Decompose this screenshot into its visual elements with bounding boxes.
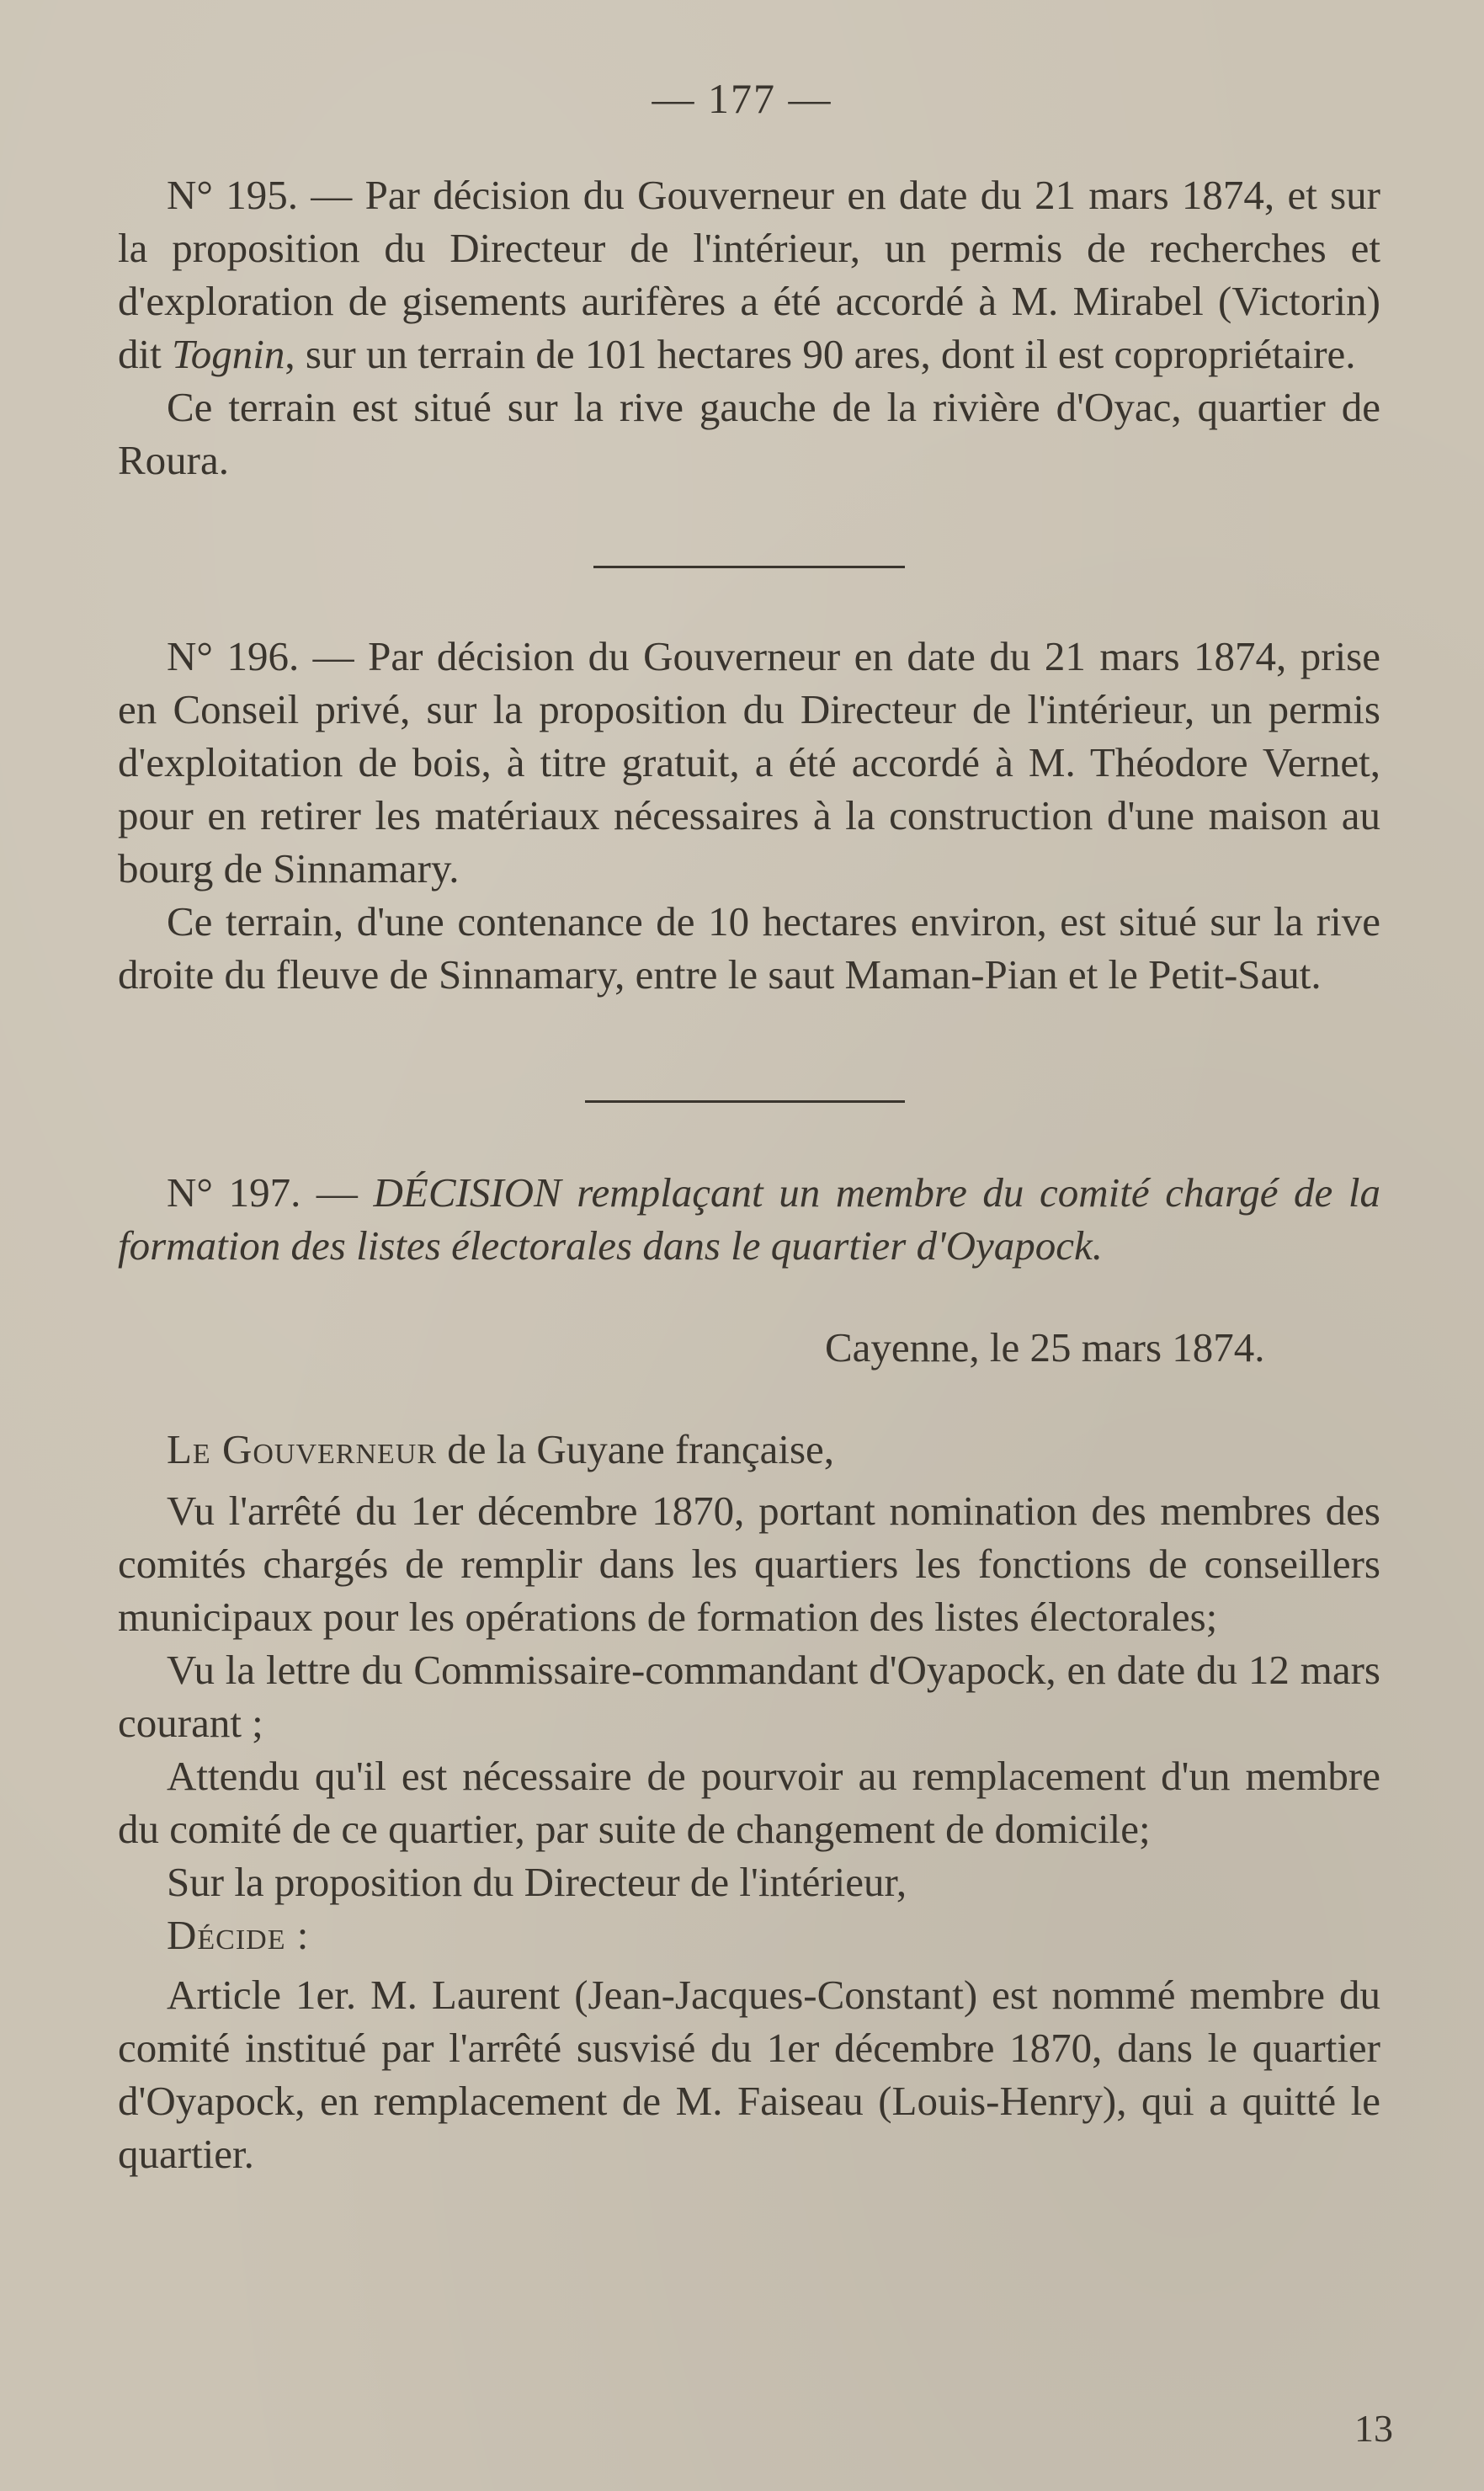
entry-195-text: N° 195. — Par décision du Gouverneur en date du 21 mars 1874, et sur la proposition du Directeur de l'intérieur, un permis de recherches et d'exploration de gisements aurifères a été accordé à M. Mirabel (Victorin) dit <box>118 172 1380 377</box>
entry-195-paragraph-1 <box>118 168 1380 381</box>
attendu-paragraph: Attendu qu'il est nécessaire de pourvoir au remplacement d'un membre du comité de ce quartier, par suite de changement de domicile; <box>118 1753 1380 1852</box>
entry-196 <box>118 630 1380 1001</box>
gouverneur-smallcaps: Le Gouverneur <box>167 1426 437 1472</box>
separator-rule <box>593 566 905 568</box>
sur-paragraph: Sur la proposition du Directeur de l'intérieur, <box>167 1859 907 1905</box>
decide-line: Décide : <box>167 1912 310 1958</box>
entry-195-text-end: , sur un terrain de 101 hectares 90 ares, dont il est copropriétaire. <box>285 331 1356 377</box>
vu-paragraph-2: Vu la lettre du Commissaire-commandant d'Oyapock, en date du 12 mars courant ; <box>118 1647 1380 1746</box>
gouverneur-rest: de la Guyane française, <box>437 1426 835 1472</box>
gouverneur-line <box>118 1423 1380 1476</box>
separator-rule <box>585 1100 905 1103</box>
signature-mark: 13 <box>1354 2407 1393 2450</box>
entry-195-paragraph-2: Ce terrain est situé sur la rive gauche de la rivière d'Oyac, quartier de Roura. <box>118 384 1380 483</box>
entry-197-title-text: DÉCISION remplaçant un membre du comité chargé de la formation des listes électorales dans le quartier d'Oyapock. <box>118 1169 1380 1269</box>
dateline: Cayenne, le 25 mars 1874. <box>825 1324 1265 1371</box>
entry-195 <box>118 168 1380 487</box>
entry-197-heading <box>118 1166 1380 1272</box>
page-number: — 177 — <box>652 75 832 122</box>
entry-196-paragraph-1: N° 196. — Par décision du Gouverneur en date du 21 mars 1874, prise en Conseil privé, sur la proposition du Directeur de l'intérieur, un permis d'exploitation de bois, à titre gratuit, a été accordé à M. Théodore Vernet, pour en retirer les matériaux nécessaires à la construction d'une maison au bourg de Sinnamary. <box>118 633 1380 892</box>
article-1: Article 1er. M. Laurent (Jean-Jacques-Constant) est nommé membre du comité institué par l'arrêté susvisé du 1er décembre 1870, dans le quartier d'Oyapock, en remplacement de M. Faiseau (Louis-Henry), qui a quitté le quartier. <box>118 1972 1380 2177</box>
vu-paragraph-1: Vu l'arrêté du 1er décembre 1870, portant nomination des membres des comités chargés de remplir dans les quartiers les fonctions de conseillers municipaux pour les opérations de formation des listes électorales; <box>118 1488 1380 1640</box>
entry-197-title <box>118 1166 1380 1272</box>
entry-195-italic-name: Tognin <box>171 331 285 377</box>
entry-197-number: N° 197. — <box>167 1169 374 1216</box>
entry-196-paragraph-2: Ce terrain, d'une contenance de 10 hectares environ, est situé sur la rive droite du fleuve de Sinnamary, entre le saut Maman-Pian et le Petit-Saut. <box>118 898 1380 998</box>
entry-197-body <box>118 1423 1380 2180</box>
